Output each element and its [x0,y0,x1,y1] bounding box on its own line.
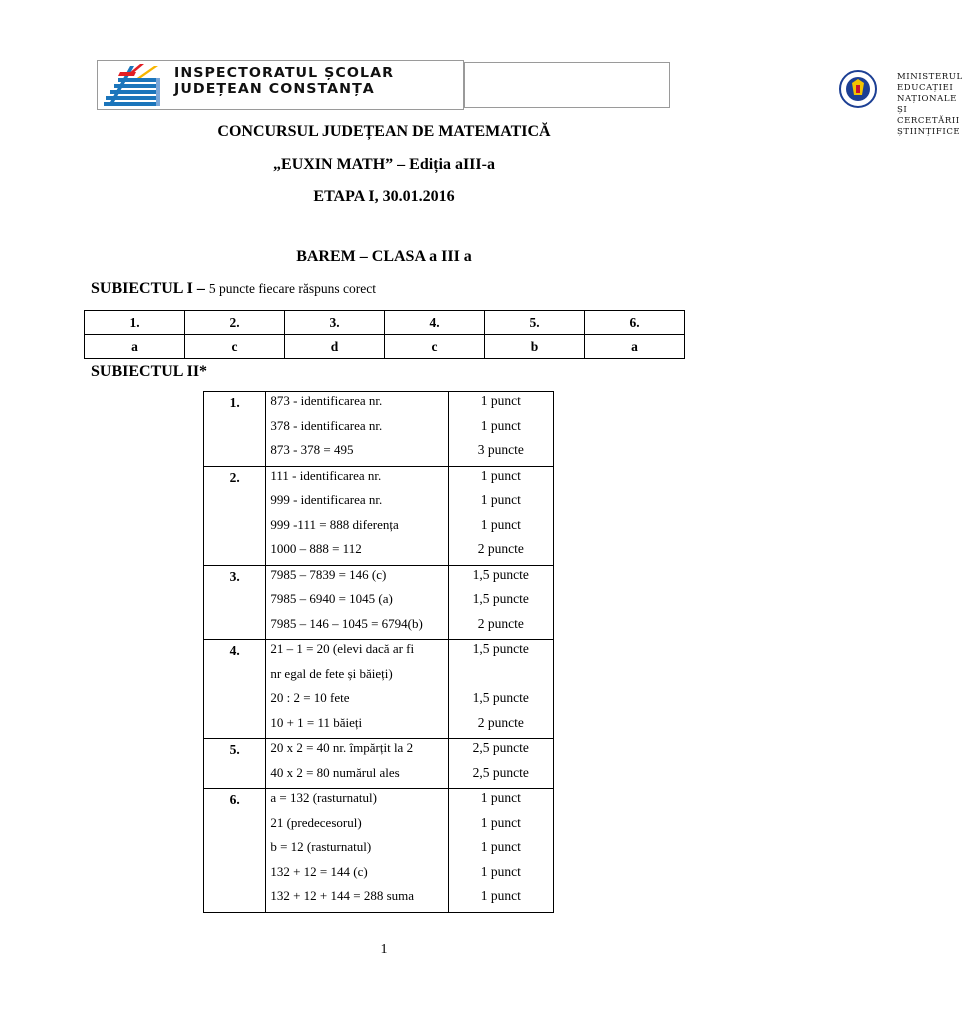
solution-step: 999 -111 = 888 diferența [270,516,399,532]
solution-step: nr egal de fete și băieți) [270,665,393,681]
solution-step: 132 + 12 + 144 = 288 suma [270,888,415,903]
points [448,466,553,565]
table-row [204,392,554,467]
problem-number: 6. [204,789,266,913]
subject2-heading: SUBIECTUL II* [91,363,208,380]
question-number: 5. [485,311,585,335]
answer-cell: c [185,335,285,359]
points-value: 1,5 puncte [472,566,529,582]
points-value: 1 punct [480,393,521,408]
points-value: 1 punct [480,417,521,433]
question-number: 3. [285,311,385,335]
problem-number: 2. [204,466,266,565]
points-value: 1 punct [480,492,521,507]
ministry-name-line2: NAȚIONALE ȘI [897,94,957,115]
solution-step: 7985 – 146 – 1045 = 6794(b) [270,615,423,631]
solution-steps [266,789,448,913]
solution-step: b = 12 (rasturnatul) [270,839,372,854]
subject1-heading [91,280,376,298]
subject1-label: SUBIECTUL I – [91,280,209,297]
points-value: 1 punct [480,839,521,854]
table-row [204,565,554,640]
points-value: 1,5 puncte [472,641,529,656]
table-row [204,466,554,565]
subject1-note: 5 puncte fiecare răspuns corect [208,281,376,296]
solution-steps [266,739,448,789]
solution-step: 999 - identificarea nr. [270,492,383,507]
answer-cell: b [485,335,585,359]
question-number: 1. [85,311,185,335]
solution-steps [266,392,448,467]
isj-logo-icon [100,62,164,110]
points [448,789,553,913]
solution-steps [266,640,448,739]
ministry-name-line3: CERCETĂRII ȘTIINȚIFICE [897,116,961,137]
points-value: 1 punct [480,516,521,532]
solution-step: 10 + 1 = 11 băieți [270,714,363,730]
points-value: 1 punct [480,467,521,483]
solution-step: 1000 – 888 = 112 [270,541,362,556]
contest-edition: „EUXIN MATH” – Ediția aIII-a [273,156,495,173]
points-value: 1 punct [480,888,521,903]
problem-number: 3. [204,565,266,640]
solution-step: 873 - 378 = 495 [270,442,354,457]
question-number: 2. [185,311,285,335]
solution-step: 20 : 2 = 10 fete [270,690,350,705]
solution-steps [266,565,448,640]
table-row [204,739,554,789]
contest-title: CONCURSUL JUDEȚEAN DE MATEMATICĂ [217,123,551,140]
points-value: 2,5 puncte [472,764,529,780]
points-value: 1,5 puncte [472,690,529,705]
answer-cell: a [585,335,685,359]
solution-step: 132 + 12 = 144 (c) [270,863,368,879]
isj-logo-box [97,60,464,110]
problem-number: 5. [204,739,266,789]
problem-number: 1. [204,392,266,467]
subject1-header-row [85,311,685,335]
isj-name-line1: INSPECTORATUL ȘCOLAR [174,65,395,81]
points-value [449,665,553,690]
solution-step: 20 x 2 = 40 nr. împărțit la 2 [270,740,414,755]
subject1-answers-table [84,310,685,359]
points-value: 2,5 puncte [472,740,529,755]
solution-step: 40 x 2 = 80 numărul ales [270,764,400,780]
isj-name-line2: JUDEȚEAN CONSTANȚA [174,81,375,97]
points [448,739,553,789]
problem-number: 4. [204,640,266,739]
solution-step: 21 – 1 = 20 (elevi dacă ar fi [270,641,415,656]
government-seal-icon [834,69,882,109]
points-value: 1 punct [480,814,521,830]
answer-cell: d [285,335,385,359]
solution-step: 7985 – 7839 = 146 (c) [270,566,387,582]
contest-stage: ETAPA I, 30.01.2016 [313,188,455,205]
points [448,565,553,640]
points [448,392,553,467]
grading-title: BAREM – CLASA a III a [296,248,472,265]
points-value: 1,5 puncte [472,591,529,606]
solution-step: 378 - identificarea nr. [270,417,383,433]
solution-step: a = 132 (rasturnatul) [270,790,377,805]
solution-step: 21 (predecesorul) [270,814,362,830]
answer-cell: c [385,335,485,359]
ministry-name-line1: MINISTERUL EDUCAȚIEI [897,72,963,93]
solution-steps [266,466,448,565]
points-value: 1 punct [480,863,521,879]
points-value: 2 puncte [477,714,524,730]
solution-step: 111 - identificarea nr. [270,467,382,483]
solution-step: 873 - identificarea nr. [270,393,383,408]
points-value: 1 punct [480,790,521,805]
question-number: 4. [385,311,485,335]
answer-cell: a [85,335,185,359]
subject1-answer-row [85,335,685,359]
question-number: 6. [585,311,685,335]
table-row [204,640,554,739]
page-number: 1 [380,942,388,957]
points-value: 2 puncte [477,541,524,556]
ministry-logo-box [464,62,963,137]
points-value: 3 puncte [477,442,524,457]
subject2-grading-table [203,391,554,913]
table-row [204,789,554,913]
ministry-name [897,72,963,138]
points-value: 2 puncte [477,615,524,631]
isj-name [174,65,394,97]
solution-step: 7985 – 6940 = 1045 (a) [270,591,393,606]
points [448,640,553,739]
